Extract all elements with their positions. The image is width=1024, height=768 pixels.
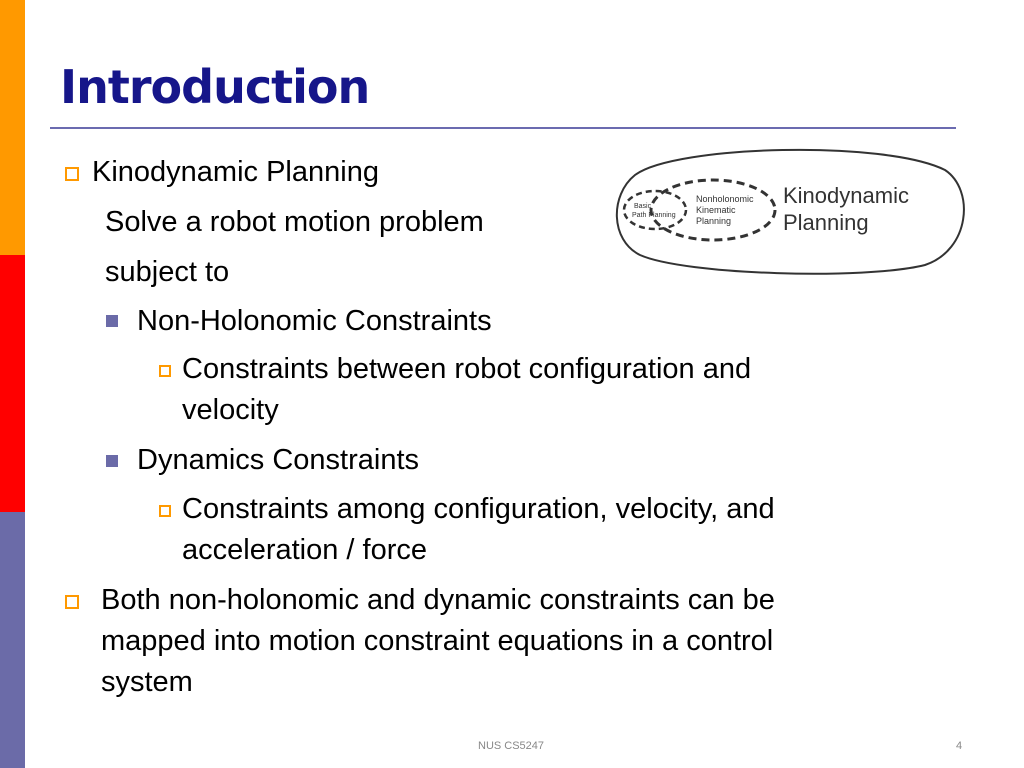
slide-title: Introduction (60, 60, 370, 114)
inner-label-line2: Path Planning (632, 212, 676, 219)
footer-course: NUS CS5247 (478, 740, 545, 752)
hollow-square-bullet-icon (159, 365, 171, 377)
inner-label-line1: Basic (634, 203, 652, 210)
outer-label-line1: Kinodynamic (783, 183, 909, 208)
bullet-velocity: velocity (182, 394, 279, 426)
kinodynamic-planning-diagram (615, 145, 970, 280)
hollow-square-bullet-icon (159, 505, 171, 517)
square-bullet-icon (106, 455, 118, 467)
bullet-kinodynamic-planning: Kinodynamic Planning (92, 156, 379, 188)
middle-label-line2: Kinematic (696, 205, 736, 215)
middle-label-line3: Planning (696, 216, 732, 226)
hollow-square-bullet-icon (65, 595, 79, 609)
bullet-line-subject-to: subject to (105, 256, 230, 288)
middle-label-line1: Nonholonomic (696, 194, 754, 204)
left-stripe-red (0, 255, 25, 512)
bullet-non-holonomic: Non-Holonomic Constraints (137, 305, 492, 337)
footer-page-number: 4 (956, 740, 963, 752)
inner-ellipse (624, 191, 686, 229)
outer-label-line2: Planning (783, 210, 869, 235)
bullet-constraints-between: Constraints between robot configuration and (182, 353, 752, 385)
bullet-acceleration-force: acceleration / force (182, 534, 428, 566)
bullet-both-constraints-line3: system (101, 666, 193, 698)
bullet-constraints-among: Constraints among configuration, velocity, and (182, 493, 775, 525)
bullet-line-solve: Solve a robot motion problem (105, 206, 484, 238)
left-stripe-orange (0, 0, 25, 255)
square-bullet-icon (106, 315, 118, 327)
bullet-both-constraints-line2: mapped into motion constraint equations in a control (101, 625, 774, 657)
bullet-dynamics-constraints: Dynamics Constraints (137, 444, 420, 476)
hollow-square-bullet-icon (65, 167, 79, 181)
bullet-both-constraints-line1: Both non-holonomic and dynamic constraints can be (101, 584, 775, 616)
left-stripe-purple (0, 512, 25, 768)
title-divider (50, 127, 956, 129)
